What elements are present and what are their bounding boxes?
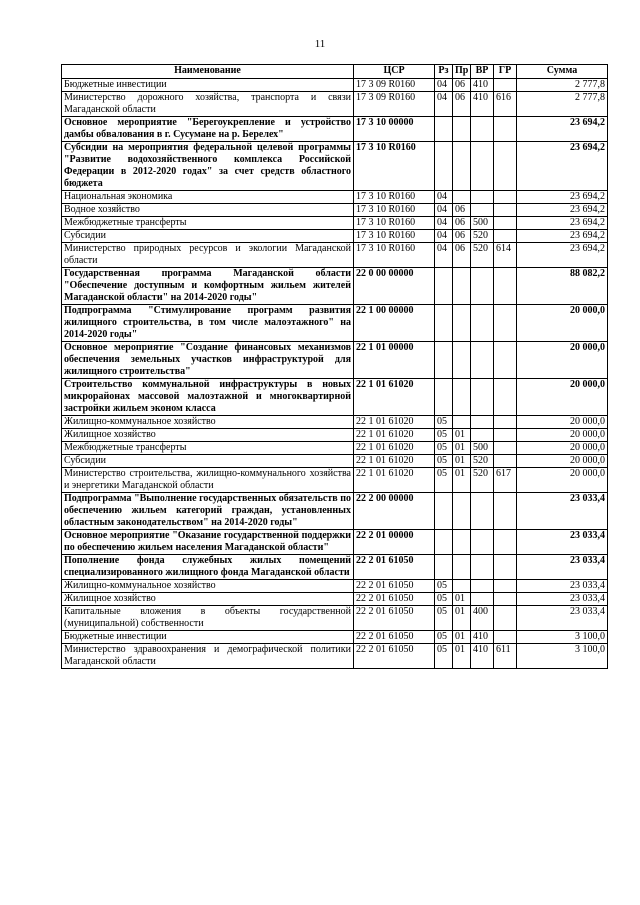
row-name: Пополнение фонда служебных жилых помещений специализированного жилищного фонда Магаданской области xyxy=(62,555,354,580)
row-pr: 01 xyxy=(453,644,471,669)
row-gr xyxy=(494,379,517,416)
table-row xyxy=(62,580,608,593)
row-sum: 23 033,4 xyxy=(517,606,608,631)
row-rz: 04 xyxy=(435,230,453,243)
row-rz: 05 xyxy=(435,468,453,493)
row-gr xyxy=(494,191,517,204)
row-name: Межбюджетные трансферты xyxy=(62,442,354,455)
row-sum: 3 100,0 xyxy=(517,631,608,644)
row-csr: 22 1 01 61020 xyxy=(354,455,435,468)
row-csr: 22 2 01 61050 xyxy=(354,555,435,580)
row-pr xyxy=(453,268,471,305)
row-gr xyxy=(494,79,517,92)
row-vr xyxy=(471,142,494,191)
row-pr xyxy=(453,342,471,379)
row-gr xyxy=(494,230,517,243)
row-vr: 520 xyxy=(471,468,494,493)
row-gr xyxy=(494,429,517,442)
row-csr: 22 1 01 61020 xyxy=(354,416,435,429)
row-gr xyxy=(494,416,517,429)
row-csr: 22 2 01 61050 xyxy=(354,606,435,631)
row-name: Водное хозяйство xyxy=(62,204,354,217)
table-row xyxy=(62,555,608,580)
row-sum: 20 000,0 xyxy=(517,342,608,379)
row-sum: 23 694,2 xyxy=(517,204,608,217)
row-vr xyxy=(471,429,494,442)
row-pr: 01 xyxy=(453,468,471,493)
row-csr: 22 2 01 61050 xyxy=(354,593,435,606)
row-pr: 06 xyxy=(453,204,471,217)
row-rz: 04 xyxy=(435,243,453,268)
row-pr xyxy=(453,191,471,204)
header-gr: ГР xyxy=(494,65,517,79)
row-gr xyxy=(494,217,517,230)
row-pr: 01 xyxy=(453,429,471,442)
row-vr xyxy=(471,305,494,342)
budget-table xyxy=(61,64,608,669)
row-rz xyxy=(435,530,453,555)
row-sum: 2 777,8 xyxy=(517,92,608,117)
row-csr: 17 3 09 R0160 xyxy=(354,92,435,117)
row-pr xyxy=(453,305,471,342)
row-vr: 520 xyxy=(471,455,494,468)
row-name: Жилищно-коммунальное хозяйство xyxy=(62,416,354,429)
row-sum: 23 033,4 xyxy=(517,530,608,555)
row-vr xyxy=(471,379,494,416)
row-sum: 23 033,4 xyxy=(517,580,608,593)
row-sum: 20 000,0 xyxy=(517,305,608,342)
table-row xyxy=(62,442,608,455)
row-csr: 22 2 01 61050 xyxy=(354,580,435,593)
row-gr: 611 xyxy=(494,644,517,669)
row-rz: 04 xyxy=(435,79,453,92)
row-vr: 410 xyxy=(471,79,494,92)
row-pr: 01 xyxy=(453,606,471,631)
row-csr: 22 1 01 61020 xyxy=(354,442,435,455)
row-rz: 05 xyxy=(435,606,453,631)
header-rz: Рз xyxy=(435,65,453,79)
row-pr: 01 xyxy=(453,455,471,468)
table-row xyxy=(62,379,608,416)
table-row xyxy=(62,468,608,493)
row-gr xyxy=(494,493,517,530)
row-csr: 22 1 01 61020 xyxy=(354,379,435,416)
table-row xyxy=(62,92,608,117)
row-csr: 22 1 00 00000 xyxy=(354,305,435,342)
row-vr: 520 xyxy=(471,243,494,268)
row-gr: 614 xyxy=(494,243,517,268)
row-rz xyxy=(435,493,453,530)
table-row xyxy=(62,305,608,342)
row-pr xyxy=(453,580,471,593)
row-vr xyxy=(471,416,494,429)
row-vr xyxy=(471,342,494,379)
row-gr xyxy=(494,455,517,468)
table-row xyxy=(62,268,608,305)
row-name: Основное мероприятие "Создание финансовых механизмов обеспечения земельных участков инфраструктурой для жилищного строительства" xyxy=(62,342,354,379)
row-rz: 04 xyxy=(435,92,453,117)
row-gr xyxy=(494,142,517,191)
row-vr xyxy=(471,530,494,555)
row-name: Основное мероприятие "Оказание государственной поддержки по обеспечению жильем населения Магаданской области" xyxy=(62,530,354,555)
row-rz xyxy=(435,342,453,379)
row-csr: 17 3 10 R0160 xyxy=(354,230,435,243)
row-name: Субсидии xyxy=(62,455,354,468)
row-csr: 22 2 01 61050 xyxy=(354,644,435,669)
row-pr: 01 xyxy=(453,593,471,606)
row-name: Министерство строительства, жилищно-коммунального хозяйства и энергетики Магаданской области xyxy=(62,468,354,493)
row-name: Жилищно-коммунальное хозяйство xyxy=(62,580,354,593)
table-row xyxy=(62,142,608,191)
row-rz xyxy=(435,555,453,580)
table-row xyxy=(62,230,608,243)
row-sum: 20 000,0 xyxy=(517,429,608,442)
row-name: Национальная экономика xyxy=(62,191,354,204)
row-sum: 23 694,2 xyxy=(517,117,608,142)
row-sum: 20 000,0 xyxy=(517,442,608,455)
row-gr: 616 xyxy=(494,92,517,117)
row-name: Строительство коммунальной инфраструктуры в новых микрорайонах массовой малоэтажной и многоквартирной застройки жильем эконом класса xyxy=(62,379,354,416)
row-gr xyxy=(494,204,517,217)
row-name: Бюджетные инвестиции xyxy=(62,631,354,644)
table-row xyxy=(62,631,608,644)
row-pr: 06 xyxy=(453,243,471,268)
header-pr: Пр xyxy=(453,65,471,79)
row-vr xyxy=(471,555,494,580)
row-rz: 04 xyxy=(435,191,453,204)
row-vr xyxy=(471,191,494,204)
row-vr: 520 xyxy=(471,230,494,243)
row-vr xyxy=(471,204,494,217)
row-gr xyxy=(494,305,517,342)
row-gr: 617 xyxy=(494,468,517,493)
row-rz: 05 xyxy=(435,593,453,606)
row-name: Основное мероприятие "Берегоукрепление и устройство дамбы обвалования в г. Сусумане на р. Берелех" xyxy=(62,117,354,142)
row-vr xyxy=(471,117,494,142)
row-rz: 04 xyxy=(435,217,453,230)
row-rz xyxy=(435,379,453,416)
row-csr: 17 3 10 R0160 xyxy=(354,204,435,217)
row-sum: 20 000,0 xyxy=(517,455,608,468)
row-gr xyxy=(494,342,517,379)
row-csr: 22 2 01 00000 xyxy=(354,530,435,555)
row-name: Жилищное хозяйство xyxy=(62,593,354,606)
row-csr: 17 3 10 R0160 xyxy=(354,217,435,230)
row-name: Бюджетные инвестиции xyxy=(62,79,354,92)
row-name: Министерство природных ресурсов и экологии Магаданской области xyxy=(62,243,354,268)
row-sum: 2 777,8 xyxy=(517,79,608,92)
row-pr xyxy=(453,379,471,416)
row-sum: 20 000,0 xyxy=(517,468,608,493)
table-header-row xyxy=(62,65,608,79)
table-row xyxy=(62,593,608,606)
row-name: Государственная программа Магаданской области "Обеспечение доступным и комфортным жильем жителей Магаданской области" на 2014-2020 годы" xyxy=(62,268,354,305)
row-sum: 23 694,2 xyxy=(517,142,608,191)
row-vr: 410 xyxy=(471,631,494,644)
row-gr xyxy=(494,606,517,631)
row-gr xyxy=(494,117,517,142)
row-sum: 23 033,4 xyxy=(517,555,608,580)
row-sum: 88 082,2 xyxy=(517,268,608,305)
row-name: Министерство здравоохранения и демографической политики Магаданской области xyxy=(62,644,354,669)
row-csr: 17 3 10 R0160 xyxy=(354,191,435,204)
row-rz: 05 xyxy=(435,580,453,593)
row-sum: 23 033,4 xyxy=(517,493,608,530)
row-pr: 06 xyxy=(453,79,471,92)
row-rz xyxy=(435,142,453,191)
row-pr: 06 xyxy=(453,217,471,230)
row-sum: 23 033,4 xyxy=(517,593,608,606)
row-sum: 23 694,2 xyxy=(517,230,608,243)
row-name: Субсидии xyxy=(62,230,354,243)
table-row xyxy=(62,243,608,268)
row-vr xyxy=(471,593,494,606)
row-vr: 500 xyxy=(471,442,494,455)
row-pr xyxy=(453,555,471,580)
row-vr: 410 xyxy=(471,92,494,117)
row-pr xyxy=(453,416,471,429)
row-gr xyxy=(494,442,517,455)
row-vr xyxy=(471,580,494,593)
table-row xyxy=(62,644,608,669)
table-row xyxy=(62,204,608,217)
row-gr xyxy=(494,530,517,555)
table-row xyxy=(62,606,608,631)
row-pr xyxy=(453,142,471,191)
row-csr: 22 2 00 00000 xyxy=(354,493,435,530)
row-pr xyxy=(453,117,471,142)
table-row xyxy=(62,493,608,530)
table-row xyxy=(62,429,608,442)
row-csr: 22 0 00 00000 xyxy=(354,268,435,305)
row-csr: 17 3 10 00000 xyxy=(354,117,435,142)
row-name: Подпрограмма "Стимулирование программ развития жилищного строительства, в том числе малоэтажного" на 2014-2020 годы" xyxy=(62,305,354,342)
row-rz xyxy=(435,117,453,142)
row-gr xyxy=(494,593,517,606)
table-row xyxy=(62,79,608,92)
row-rz: 05 xyxy=(435,416,453,429)
header-name: Наименование xyxy=(62,65,354,79)
row-pr xyxy=(453,530,471,555)
row-name: Субсидии на мероприятия федеральной целевой программы "Развитие водохозяйственного комплекса Российской Федерации в 2012-2020 годах" за счет средств областного бюджета xyxy=(62,142,354,191)
row-sum: 23 694,2 xyxy=(517,217,608,230)
row-pr: 01 xyxy=(453,631,471,644)
row-gr xyxy=(494,268,517,305)
row-rz: 04 xyxy=(435,204,453,217)
row-sum: 3 100,0 xyxy=(517,644,608,669)
table-row xyxy=(62,217,608,230)
header-vr: ВР xyxy=(471,65,494,79)
row-rz xyxy=(435,305,453,342)
row-sum: 20 000,0 xyxy=(517,416,608,429)
row-vr: 400 xyxy=(471,606,494,631)
row-rz: 05 xyxy=(435,429,453,442)
row-rz: 05 xyxy=(435,442,453,455)
row-gr xyxy=(494,631,517,644)
row-pr xyxy=(453,493,471,530)
table-row xyxy=(62,117,608,142)
row-vr xyxy=(471,493,494,530)
row-csr: 17 3 10 R0160 xyxy=(354,243,435,268)
row-rz: 05 xyxy=(435,455,453,468)
table-row xyxy=(62,530,608,555)
table-row xyxy=(62,455,608,468)
row-sum: 20 000,0 xyxy=(517,379,608,416)
row-pr: 06 xyxy=(453,92,471,117)
row-csr: 22 2 01 61050 xyxy=(354,631,435,644)
table-row xyxy=(62,416,608,429)
row-vr: 410 xyxy=(471,644,494,669)
row-sum: 23 694,2 xyxy=(517,191,608,204)
table-row xyxy=(62,342,608,379)
header-csr: ЦСР xyxy=(354,65,435,79)
row-vr xyxy=(471,268,494,305)
header-sum: Сумма xyxy=(517,65,608,79)
table-row xyxy=(62,191,608,204)
row-gr xyxy=(494,555,517,580)
row-name: Жилищное хозяйство xyxy=(62,429,354,442)
row-name: Межбюджетные трансферты xyxy=(62,217,354,230)
row-pr: 01 xyxy=(453,442,471,455)
page-number: 11 xyxy=(314,38,326,50)
row-pr: 06 xyxy=(453,230,471,243)
row-csr: 22 1 01 00000 xyxy=(354,342,435,379)
row-csr: 17 3 09 R0160 xyxy=(354,79,435,92)
row-name: Капитальные вложения в объекты государственной (муниципальной) собственности xyxy=(62,606,354,631)
row-rz: 05 xyxy=(435,644,453,669)
row-name: Министерство дорожного хозяйства, транспорта и связи Магаданской области xyxy=(62,92,354,117)
row-csr: 22 1 01 61020 xyxy=(354,429,435,442)
row-rz: 05 xyxy=(435,631,453,644)
row-sum: 23 694,2 xyxy=(517,243,608,268)
row-name: Подпрограмма "Выполнение государственных обязательств по обеспечению жильем категорий граждан, установленных областным законодательством" на 2014-2020 годы" xyxy=(62,493,354,530)
row-gr xyxy=(494,580,517,593)
row-rz xyxy=(435,268,453,305)
row-csr: 22 1 01 61020 xyxy=(354,468,435,493)
row-vr: 500 xyxy=(471,217,494,230)
row-csr: 17 3 10 R0160 xyxy=(354,142,435,191)
